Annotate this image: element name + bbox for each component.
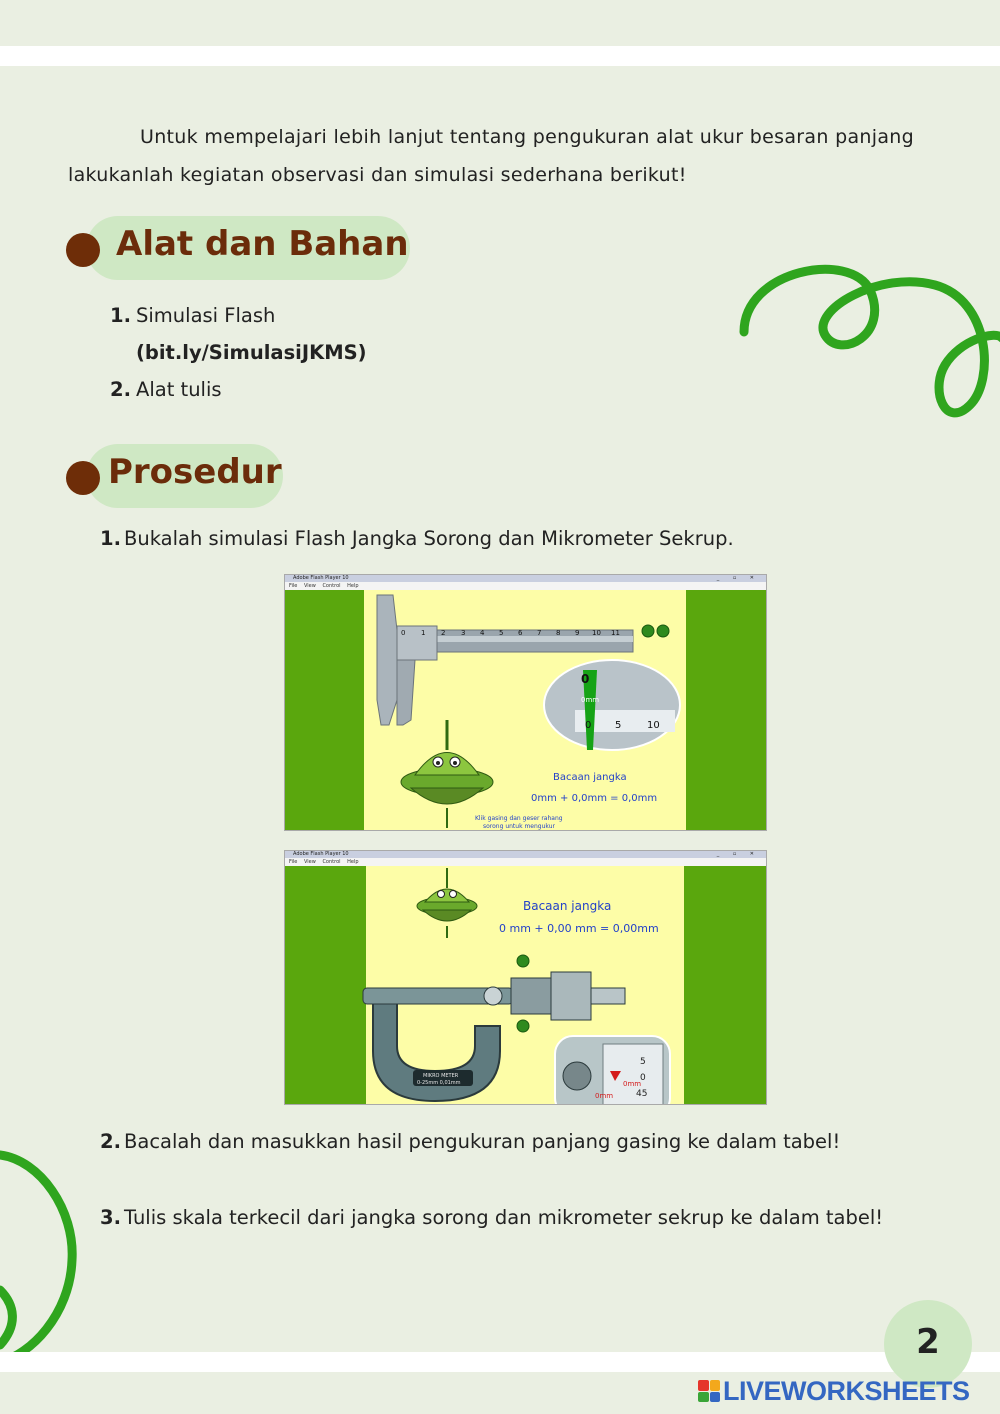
svg-text:0-25mm 0,01mm: 0-25mm 0,01mm (417, 1080, 461, 1086)
bullet-dot-icon (66, 233, 100, 267)
menu-item-file[interactable]: File (289, 859, 298, 865)
svg-text:5: 5 (499, 629, 504, 637)
svg-text:9: 9 (575, 629, 580, 637)
window-titlebar: Adobe Flash Player 10 _ ▫ ✕ (285, 575, 766, 582)
svg-text:0: 0 (640, 1073, 646, 1083)
flash-stage (285, 590, 766, 830)
svg-text:5: 5 (615, 720, 622, 731)
svg-text:MIKRO METER: MIKRO METER (423, 1073, 459, 1079)
svg-text:5: 5 (640, 1057, 646, 1067)
menu-item-control[interactable]: Control (322, 583, 341, 589)
menu-item-control[interactable]: Control (322, 859, 341, 865)
svg-text:Bacaan jangka: Bacaan jangka (553, 772, 627, 783)
svg-text:0 mm + 0,00 mm = 0,00mm: 0 mm + 0,00 mm = 0,00mm (499, 922, 659, 935)
svg-text:0mm: 0mm (581, 696, 600, 704)
svg-text:Bacaan jangka: Bacaan jangka (523, 899, 612, 913)
svg-text:8: 8 (556, 629, 561, 637)
svg-text:0: 0 (585, 720, 592, 731)
section-heading-alat-bahan (66, 216, 416, 280)
svg-text:10: 10 (592, 629, 601, 637)
menu-item-help[interactable]: Help (347, 583, 359, 589)
window-controls: _ ▫ ✕ (716, 575, 760, 581)
svg-text:0mm: 0mm (595, 1092, 614, 1100)
flash-stage (285, 866, 766, 1104)
bullet-dot-icon (66, 461, 100, 495)
list-item-link (110, 334, 367, 371)
section-heading-prosedur (66, 444, 296, 508)
menu-item-view[interactable]: View (303, 583, 316, 589)
spinning-top-icon[interactable] (401, 720, 493, 828)
list-item: 2. Alat tulis (110, 378, 222, 401)
svg-text:0: 0 (581, 672, 590, 686)
procedure-step: 3. Tulis skala terkecil dari jangka sorong dan mikrometer sekrup ke dalam tabel! (100, 1206, 884, 1229)
caliper-simulation-screenshot (284, 574, 767, 831)
footer-brand: LIVEWORKSHEETS (723, 1375, 970, 1406)
window-menubar (285, 582, 766, 590)
top-band (0, 46, 1000, 66)
control-button[interactable] (517, 955, 529, 967)
window-titlebar: Adobe Flash Player 10 _ ▫ ✕ (285, 851, 766, 858)
micrometer-simulation-screenshot (284, 850, 767, 1105)
heading-alat-bahan: Alat dan Bahan (116, 224, 409, 264)
svg-text:45: 45 (636, 1089, 648, 1099)
control-button[interactable] (517, 1020, 529, 1032)
menu-item-file[interactable]: File (289, 583, 298, 589)
liveworksheets-logo-icon (698, 1380, 720, 1402)
svg-text:0: 0 (401, 629, 406, 637)
window-controls: _ ▫ ✕ (716, 851, 760, 857)
heading-prosedur: Prosedur (108, 452, 282, 492)
list-item: 1. Simulasi Flash (110, 304, 276, 327)
spinning-top-icon[interactable] (417, 868, 477, 938)
procedure-step: 1. Bukalah simulasi Flash Jangka Sorong dan Mikrometer Sekrup. (100, 527, 734, 550)
svg-text:sorong untuk mengukur: sorong untuk mengukur (483, 823, 555, 830)
menu-item-view[interactable]: View (303, 859, 316, 865)
procedure-step: 2. Bacalah dan masukkan hasil pengukuran panjang gasing ke dalam tabel! (100, 1130, 841, 1153)
svg-text:0mm + 0,0mm = 0,0mm: 0mm + 0,0mm = 0,0mm (531, 793, 658, 804)
decorative-squiggle-icon (0, 1140, 90, 1370)
svg-text:10: 10 (647, 720, 660, 731)
window-menubar (285, 858, 766, 866)
svg-text:7: 7 (537, 629, 542, 637)
svg-text:1: 1 (421, 629, 426, 637)
svg-text:4: 4 (480, 629, 485, 637)
control-button[interactable] (657, 625, 669, 637)
menu-item-help[interactable]: Help (347, 859, 359, 865)
svg-text:6: 6 (518, 629, 523, 637)
alat-bahan-list (110, 297, 367, 408)
caliper-illustration (285, 590, 766, 830)
svg-text:Klik gasing dan geser rahang: Klik gasing dan geser rahang (475, 815, 563, 822)
page-number: 2 (916, 1322, 940, 1362)
micrometer-illustration (285, 866, 766, 1104)
svg-text:2: 2 (441, 629, 446, 637)
control-button[interactable] (642, 625, 654, 637)
intro-paragraph: Untuk mempelajari lebih lanjut tentang pengukuran alat ukur besaran panjang lakukanlah kegiatan observasi dan simulasi sederhana berikut! (68, 126, 914, 186)
bottom-band (0, 1352, 1000, 1372)
liveworksheets-logo[interactable] (698, 1376, 970, 1406)
simulation-link[interactable]: (bit.ly/SimulasiJKMS) (136, 341, 367, 364)
svg-text:0mm: 0mm (623, 1080, 642, 1088)
decorative-squiggle-icon (730, 240, 1000, 430)
svg-text:11: 11 (611, 629, 620, 637)
svg-text:3: 3 (461, 629, 466, 637)
